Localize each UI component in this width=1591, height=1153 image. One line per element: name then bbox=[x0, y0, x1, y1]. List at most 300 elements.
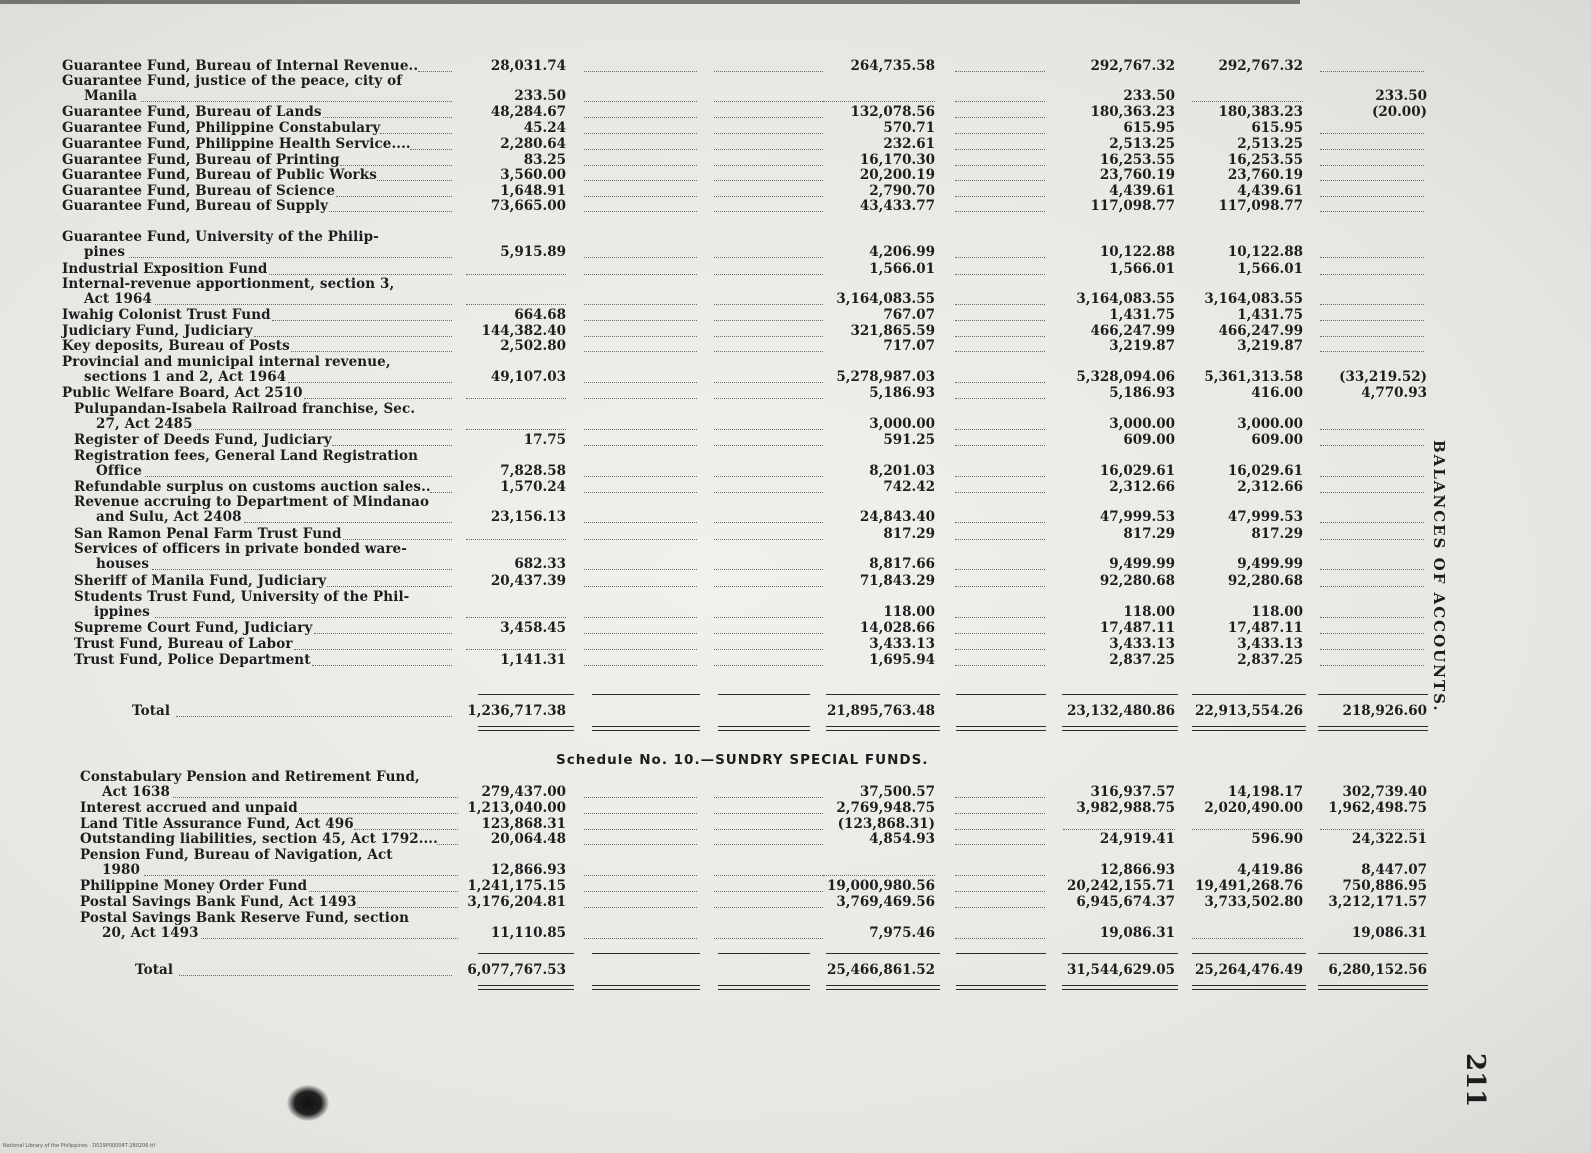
row-label-line: Postal Savings Bank Fund, Act 1493 bbox=[80, 894, 357, 910]
amount-c7: 615.95 bbox=[1251, 120, 1303, 136]
row-label-line: Registration fees, General Land Registration bbox=[74, 448, 419, 464]
amount-c6: 20,242,155.71 bbox=[1066, 878, 1175, 894]
total-double-rule-below bbox=[592, 726, 700, 731]
row-label-line: 1980 bbox=[102, 862, 140, 879]
label-leader bbox=[141, 101, 452, 102]
blank-column-leader bbox=[955, 539, 1045, 540]
total-rule-above bbox=[1062, 953, 1178, 954]
amount-c6: 3,982,988.75 bbox=[1076, 800, 1175, 816]
blank-column-leader bbox=[584, 649, 697, 650]
label-leader bbox=[323, 117, 453, 118]
blank-column-leader bbox=[584, 382, 697, 383]
blank-column-leader bbox=[955, 257, 1045, 258]
amount-c6: 4,439.61 bbox=[1109, 183, 1175, 199]
total-amount-c4: 25,466,861.52 bbox=[826, 962, 935, 978]
amount-c7: 23,760.19 bbox=[1227, 167, 1303, 183]
amount-c6: 316,937.57 bbox=[1090, 784, 1175, 801]
amount-c1: 1,648.91 bbox=[500, 183, 566, 199]
blank-column-leader bbox=[584, 117, 697, 118]
amount-c7: 14,198.17 bbox=[1227, 784, 1303, 801]
row-label-line: Guarantee Fund, Philippine Health Service.... bbox=[62, 136, 411, 152]
blank-column-leader bbox=[584, 133, 697, 134]
blank-amount-leader bbox=[1320, 320, 1424, 321]
blank-column-leader bbox=[584, 875, 697, 876]
row-label-line: Guarantee Fund, Bureau of Lands bbox=[62, 104, 322, 120]
blank-column-leader bbox=[584, 274, 697, 275]
total-double-rule-below bbox=[478, 726, 574, 731]
amount-c6: 233.50 bbox=[1123, 88, 1175, 105]
amount-c4: 591.25 bbox=[883, 432, 935, 448]
total-amount-c8: 6,280,152.56 bbox=[1328, 962, 1427, 978]
total-rule-above bbox=[1318, 953, 1428, 954]
row-label-line: Iwahig Colonist Trust Fund bbox=[62, 307, 271, 323]
amount-c4: 16,170.30 bbox=[859, 152, 935, 168]
blank-column-leader bbox=[955, 938, 1045, 939]
blank-column-leader bbox=[584, 844, 697, 845]
amount-c6: 3,433.13 bbox=[1109, 636, 1175, 652]
blank-column-leader bbox=[584, 304, 697, 305]
row-label-line: 20, Act 1493 bbox=[102, 925, 199, 942]
amount-c1: 45.24 bbox=[523, 120, 566, 136]
blank-amount-leader bbox=[1320, 445, 1424, 446]
amount-c4: 767.07 bbox=[883, 307, 935, 323]
blank-column-leader bbox=[714, 875, 823, 876]
amount-c6: 117,098.77 bbox=[1090, 198, 1175, 214]
row-label-line: Internal-revenue apportionment, section 3, bbox=[62, 276, 395, 292]
amount-c4: 4,206.99 bbox=[869, 244, 935, 261]
side-running-title: BALANCES OF ACCOUNTS. bbox=[1430, 440, 1448, 713]
blank-column-leader bbox=[584, 492, 697, 493]
amount-c6: 180,363.23 bbox=[1090, 104, 1175, 120]
amount-c7: 10,122.88 bbox=[1227, 244, 1303, 261]
blank-column-leader bbox=[955, 382, 1045, 383]
amount-c6: 817.29 bbox=[1123, 526, 1175, 542]
amount-c4: 37,500.57 bbox=[859, 784, 935, 801]
amount-c1: 5,915.89 bbox=[500, 244, 566, 261]
row-label-line: Services of officers in private bonded ware- bbox=[74, 541, 407, 557]
label-leader bbox=[201, 938, 458, 939]
schedule-heading: Schedule No. 10.—SUNDRY SPECIAL FUNDS. bbox=[556, 752, 929, 768]
total-rule-above bbox=[826, 953, 940, 954]
total-rule-above bbox=[592, 694, 700, 695]
amount-c6: 5,186.93 bbox=[1109, 385, 1175, 401]
blank-column-leader bbox=[955, 891, 1045, 892]
amount-c6: 2,513.25 bbox=[1109, 136, 1175, 152]
blank-column-leader bbox=[955, 875, 1045, 876]
blank-amount-leader bbox=[1320, 633, 1424, 634]
blank-column-leader bbox=[955, 336, 1045, 337]
row-label-line: Provincial and municipal internal revenue, bbox=[62, 354, 391, 370]
blank-column-leader bbox=[584, 891, 697, 892]
amount-c4: 5,186.93 bbox=[869, 385, 935, 401]
total-double-rule-below bbox=[1192, 985, 1306, 990]
amount-c6: 615.95 bbox=[1123, 120, 1175, 136]
blank-column-leader bbox=[955, 274, 1045, 275]
amount-c4: 3,433.13 bbox=[869, 636, 935, 652]
amount-c4: 3,164,083.55 bbox=[836, 291, 935, 308]
blank-column-leader bbox=[584, 907, 697, 908]
amount-c7: 3,164,083.55 bbox=[1204, 291, 1303, 308]
amount-c1: 3,560.00 bbox=[500, 167, 566, 183]
label-leader bbox=[195, 429, 452, 430]
amount-c7: 9,499.99 bbox=[1237, 556, 1303, 573]
amount-c4: 264,735.58 bbox=[850, 58, 935, 74]
amount-c7: 292,767.32 bbox=[1218, 58, 1303, 74]
amount-c6: 5,328,094.06 bbox=[1076, 369, 1175, 386]
blank-column-leader bbox=[955, 569, 1045, 570]
row-label-line: Pension Fund, Bureau of Navigation, Act bbox=[80, 847, 393, 863]
amount-c1: 48,284.67 bbox=[490, 104, 566, 120]
row-label-line: houses bbox=[96, 556, 150, 573]
total-rule-above bbox=[1318, 694, 1428, 695]
blank-column-leader bbox=[584, 665, 697, 666]
blank-column-leader bbox=[584, 829, 697, 830]
row-label-line: 27, Act 2485 bbox=[96, 416, 193, 433]
total-rule-above bbox=[956, 953, 1046, 954]
blank-column-leader bbox=[584, 351, 697, 352]
amount-c1: 2,280.64 bbox=[500, 136, 566, 152]
total-double-rule-below bbox=[592, 985, 700, 990]
blank-amount-leader bbox=[1320, 351, 1424, 352]
amount-c7: 609.00 bbox=[1251, 432, 1303, 448]
blank-column-leader bbox=[955, 398, 1045, 399]
total-amount-c6: 31,544,629.05 bbox=[1066, 962, 1175, 978]
amount-c6: 1,566.01 bbox=[1109, 261, 1175, 277]
blank-amount-leader bbox=[1320, 304, 1424, 305]
amount-c1: 83.25 bbox=[523, 152, 566, 168]
blank-amount-leader bbox=[1320, 180, 1424, 181]
amount-c7: 19,491,268.76 bbox=[1194, 878, 1303, 894]
total-double-rule-below bbox=[1062, 726, 1178, 731]
row-label-line: Trust Fund, Bureau of Labor bbox=[74, 636, 293, 652]
amount-c7: 5,361,313.58 bbox=[1204, 369, 1303, 386]
blank-column-leader bbox=[584, 165, 697, 166]
row-label-line: and Sulu, Act 2408 bbox=[96, 509, 242, 526]
amount-c7: 2,513.25 bbox=[1237, 136, 1303, 152]
total-amount-c1: 6,077,767.53 bbox=[467, 962, 566, 978]
ink-blot bbox=[287, 1085, 329, 1121]
row-label-line: Refundable surplus on customs auction sales.. bbox=[74, 479, 431, 495]
total-rule-above bbox=[478, 694, 574, 695]
blank-amount-leader bbox=[466, 274, 566, 275]
blank-column-leader bbox=[584, 429, 697, 430]
row-label-line: Postal Savings Bank Reserve Fund, section bbox=[80, 910, 410, 926]
row-label-line: Trust Fund, Police Department bbox=[74, 652, 311, 668]
blank-amount-leader bbox=[1320, 617, 1424, 618]
blank-column-leader bbox=[584, 211, 697, 212]
label-leader bbox=[327, 586, 452, 587]
amount-c7: 817.29 bbox=[1251, 526, 1303, 542]
blank-column-leader bbox=[955, 492, 1045, 493]
blank-amount-leader bbox=[1320, 71, 1424, 72]
blank-column-leader bbox=[584, 101, 697, 102]
blank-amount-leader bbox=[466, 539, 566, 540]
amount-c6: 1,431.75 bbox=[1109, 307, 1175, 323]
amount-c6: 16,029.61 bbox=[1099, 463, 1175, 480]
label-leader bbox=[173, 797, 458, 798]
blank-column-leader bbox=[584, 320, 697, 321]
blank-column-leader bbox=[584, 569, 697, 570]
amount-c4: 232.61 bbox=[883, 136, 935, 152]
blank-column-leader bbox=[584, 586, 697, 587]
blank-amount-leader bbox=[823, 875, 935, 876]
label-leader bbox=[244, 522, 452, 523]
amount-c4: 20,200.19 bbox=[859, 167, 935, 183]
blank-column-leader bbox=[955, 351, 1045, 352]
label-leader bbox=[336, 196, 452, 197]
amount-c4: 3,769,469.56 bbox=[836, 894, 935, 910]
amount-c4: 2,790.70 bbox=[869, 183, 935, 199]
blank-column-leader bbox=[584, 522, 697, 523]
label-leader bbox=[144, 875, 458, 876]
amount-c4: (123,868.31) bbox=[837, 816, 935, 832]
amount-c6: 2,837.25 bbox=[1109, 652, 1175, 668]
amount-c8: 302,739.40 bbox=[1342, 784, 1427, 801]
blank-amount-leader bbox=[1320, 429, 1424, 430]
amount-c8: 3,212,171.57 bbox=[1328, 894, 1427, 910]
amount-c8: 4,770.93 bbox=[1361, 385, 1427, 401]
blank-column-leader bbox=[584, 813, 697, 814]
amount-c7: 180,383.23 bbox=[1218, 104, 1303, 120]
amount-c1: 49,107.03 bbox=[490, 369, 566, 386]
total-amount-c1: 1,236,717.38 bbox=[467, 703, 566, 719]
amount-c6: 23,760.19 bbox=[1099, 167, 1175, 183]
amount-c7: 117,098.77 bbox=[1218, 198, 1303, 214]
amount-c4: 19,000,980.56 bbox=[826, 878, 935, 894]
amount-c7: 3,000.00 bbox=[1237, 416, 1303, 433]
amount-c1: 682.33 bbox=[514, 556, 566, 573]
amount-c8: 1,962,498.75 bbox=[1328, 800, 1427, 816]
amount-c7: 3,433.13 bbox=[1237, 636, 1303, 652]
blank-amount-leader bbox=[1320, 539, 1424, 540]
amount-c1: 17.75 bbox=[523, 432, 566, 448]
label-leader bbox=[272, 320, 452, 321]
blank-column-leader bbox=[955, 101, 1045, 102]
amount-c6: 292,767.32 bbox=[1090, 58, 1175, 74]
blank-column-leader bbox=[955, 617, 1045, 618]
total-rule-above bbox=[592, 953, 700, 954]
amount-c7: 596.90 bbox=[1251, 831, 1303, 847]
blank-column-leader bbox=[584, 398, 697, 399]
amount-c1: 7,828.58 bbox=[500, 463, 566, 480]
total-label: Total bbox=[132, 703, 171, 719]
blank-column-leader bbox=[955, 586, 1045, 587]
blank-amount-leader bbox=[1320, 336, 1424, 337]
amount-c4: 24,843.40 bbox=[859, 509, 935, 526]
total-amount-c7: 22,913,554.26 bbox=[1194, 703, 1303, 719]
amount-c6: 118.00 bbox=[1123, 604, 1175, 621]
amount-c6: 3,164,083.55 bbox=[1076, 291, 1175, 308]
blank-column-leader bbox=[584, 71, 697, 72]
amount-c7: 2,312.66 bbox=[1237, 479, 1303, 495]
amount-c7: 16,029.61 bbox=[1227, 463, 1303, 480]
amount-c6: 2,312.66 bbox=[1109, 479, 1175, 495]
label-leader bbox=[269, 274, 452, 275]
row-label-line: Manila bbox=[84, 88, 138, 105]
blank-amount-leader bbox=[1320, 149, 1424, 150]
total-rule-above bbox=[956, 694, 1046, 695]
blank-amount-leader bbox=[466, 304, 566, 305]
blank-column-leader bbox=[955, 133, 1045, 134]
row-label-line: Guarantee Fund, Philippine Constabulary bbox=[62, 120, 381, 136]
label-leader bbox=[314, 633, 452, 634]
amount-c7: 2,020,490.00 bbox=[1204, 800, 1303, 816]
row-label-line: Guarantee Fund, University of the Philip- bbox=[62, 229, 379, 245]
blank-column-leader bbox=[584, 617, 697, 618]
total-label: Total bbox=[135, 962, 174, 978]
blank-amount-leader bbox=[1192, 938, 1303, 939]
row-label-line: Supreme Court Fund, Judiciary bbox=[74, 620, 313, 636]
blank-column-leader bbox=[584, 633, 697, 634]
row-label-line: Guarantee Fund, Bureau of Supply bbox=[62, 198, 329, 214]
amount-c4: 118.00 bbox=[883, 604, 935, 621]
row-label-line: Sheriff of Manila Fund, Judiciary bbox=[74, 573, 327, 589]
top-edge-rule bbox=[0, 0, 1300, 4]
total-double-rule-below bbox=[1192, 726, 1306, 731]
blank-column-leader bbox=[955, 165, 1045, 166]
label-leader bbox=[291, 351, 452, 352]
amount-c1: 3,458.45 bbox=[500, 620, 566, 636]
amount-c7: 1,431.75 bbox=[1237, 307, 1303, 323]
label-leader bbox=[254, 336, 452, 337]
blank-column-leader bbox=[584, 336, 697, 337]
blank-column-leader bbox=[584, 445, 697, 446]
blank-amount-leader bbox=[1320, 569, 1424, 570]
row-label-line: Students Trust Fund, University of the Phil- bbox=[74, 589, 410, 605]
blank-column-leader bbox=[584, 180, 697, 181]
row-label-line: Office bbox=[96, 463, 142, 480]
amount-c1: 11,110.85 bbox=[490, 925, 566, 942]
amount-c1: 12,866.93 bbox=[490, 862, 566, 879]
page-number: 211 bbox=[1460, 1053, 1490, 1108]
blank-column-leader bbox=[955, 665, 1045, 666]
amount-c4: 717.07 bbox=[883, 338, 935, 354]
row-label-line: sections 1 and 2, Act 1964 bbox=[84, 369, 287, 386]
label-leader bbox=[155, 304, 452, 305]
amount-c7: 16,253.55 bbox=[1227, 152, 1303, 168]
blank-column-leader bbox=[584, 797, 697, 798]
blank-amount-leader bbox=[1320, 165, 1424, 166]
row-label-line: Land Title Assurance Fund, Act 496 bbox=[80, 816, 354, 832]
blank-amount-leader bbox=[1063, 829, 1175, 830]
blank-amount-leader bbox=[1320, 522, 1424, 523]
amount-c4: 132,078.56 bbox=[850, 104, 935, 120]
total-double-rule-below bbox=[956, 985, 1046, 990]
total-leader bbox=[176, 716, 452, 717]
amount-c6: 10,122.88 bbox=[1099, 244, 1175, 261]
blank-column-leader bbox=[584, 257, 697, 258]
amount-c4: 7,975.46 bbox=[869, 925, 935, 942]
blank-column-leader bbox=[955, 429, 1045, 430]
total-double-rule-below bbox=[1062, 985, 1178, 990]
total-rule-above bbox=[1062, 694, 1178, 695]
blank-column-leader bbox=[955, 180, 1045, 181]
total-rule-above bbox=[1192, 694, 1306, 695]
row-label-line: Judiciary Fund, Judiciary bbox=[62, 323, 253, 339]
blank-column-leader bbox=[955, 304, 1045, 305]
amount-c7: 4,439.61 bbox=[1237, 183, 1303, 199]
amount-c1: 664.68 bbox=[514, 307, 566, 323]
blank-amount-leader bbox=[466, 429, 566, 430]
amount-c6: 6,945,674.37 bbox=[1076, 894, 1175, 910]
blank-amount-leader bbox=[1192, 101, 1303, 102]
total-double-rule-below bbox=[1318, 985, 1428, 990]
amount-c1: 28,031.74 bbox=[490, 58, 566, 74]
amount-c7: 17,487.11 bbox=[1227, 620, 1303, 636]
amount-c4: 43,433.77 bbox=[859, 198, 935, 214]
amount-c1: 123,868.31 bbox=[481, 816, 566, 832]
blank-amount-leader bbox=[466, 649, 566, 650]
amount-c7: 2,837.25 bbox=[1237, 652, 1303, 668]
row-label-line: Interest accrued and unpaid bbox=[80, 800, 298, 816]
amount-c4: 8,817.66 bbox=[869, 556, 935, 573]
total-double-rule-below bbox=[718, 985, 810, 990]
row-label-line: Industrial Exposition Fund bbox=[62, 261, 268, 277]
amount-c4: 71,843.29 bbox=[859, 573, 935, 589]
blank-column-leader bbox=[584, 539, 697, 540]
amount-c6: 3,219.87 bbox=[1109, 338, 1175, 354]
row-label-line: Act 1964 bbox=[84, 291, 153, 308]
amount-c8: 8,447.07 bbox=[1361, 862, 1427, 879]
blank-column-leader bbox=[955, 907, 1045, 908]
amount-c4: 570.71 bbox=[883, 120, 935, 136]
amount-c4: 742.42 bbox=[883, 479, 935, 495]
blank-column-leader bbox=[955, 476, 1045, 477]
amount-c7: 92,280.68 bbox=[1227, 573, 1303, 589]
label-leader bbox=[299, 813, 458, 814]
blank-amount-leader bbox=[466, 617, 566, 618]
row-label-line: ippines bbox=[94, 604, 150, 621]
amount-c6: 9,499.99 bbox=[1109, 556, 1175, 573]
blank-column-leader bbox=[584, 938, 697, 939]
amount-c6: 466,247.99 bbox=[1090, 323, 1175, 339]
blank-amount-leader bbox=[823, 101, 935, 102]
row-label-line: Guarantee Fund, Bureau of Printing bbox=[62, 152, 340, 168]
blank-column-leader bbox=[955, 196, 1045, 197]
row-label-line: Guarantee Fund, justice of the peace, city of bbox=[62, 73, 403, 89]
amount-c6: 24,919.41 bbox=[1099, 831, 1175, 847]
amount-c1: 2,502.80 bbox=[500, 338, 566, 354]
blank-column-leader bbox=[955, 797, 1045, 798]
blank-amount-leader bbox=[1320, 257, 1424, 258]
label-leader bbox=[145, 476, 452, 477]
blank-amount-leader bbox=[1192, 829, 1303, 830]
blank-column-leader bbox=[955, 522, 1045, 523]
blank-column-leader bbox=[955, 117, 1045, 118]
total-double-rule-below bbox=[1318, 726, 1428, 731]
scan-credit: National Library of the Philippines · D029P00004T·280206 tif bbox=[3, 1143, 156, 1149]
row-label-line: Guarantee Fund, Bureau of Science bbox=[62, 183, 336, 199]
amount-c7: 416.00 bbox=[1251, 385, 1303, 401]
amount-c6: 19,086.31 bbox=[1099, 925, 1175, 942]
amount-c8: 233.50 bbox=[1375, 88, 1427, 105]
total-rule-above bbox=[826, 694, 940, 695]
blank-column-leader bbox=[955, 844, 1045, 845]
amount-c8: (33,219.52) bbox=[1339, 369, 1427, 386]
label-leader bbox=[288, 382, 452, 383]
blank-amount-leader bbox=[1320, 274, 1424, 275]
label-leader bbox=[152, 569, 452, 570]
amount-c1: 233.50 bbox=[514, 88, 566, 105]
blank-column-leader bbox=[955, 813, 1045, 814]
row-label-line: Register of Deeds Fund, Judiciary bbox=[74, 432, 332, 448]
blank-amount-leader bbox=[1320, 211, 1424, 212]
amount-c8: 19,086.31 bbox=[1351, 925, 1427, 942]
amount-c6: 47,999.53 bbox=[1099, 509, 1175, 526]
blank-amount-leader bbox=[1320, 586, 1424, 587]
amount-c1: 279,437.00 bbox=[481, 784, 566, 801]
blank-column-leader bbox=[955, 320, 1045, 321]
